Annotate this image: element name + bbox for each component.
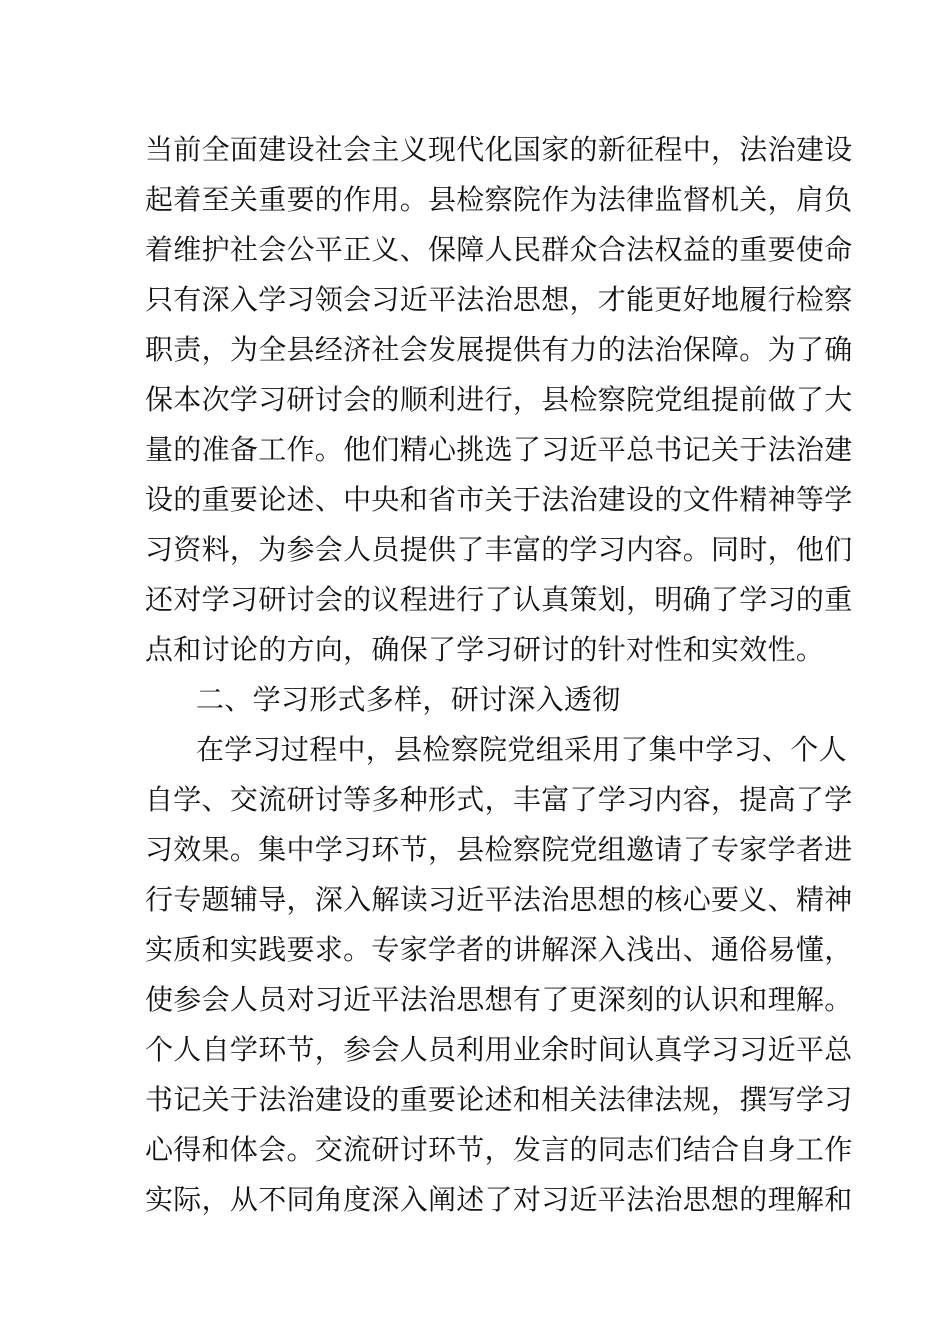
text-line: 当前全面建设社会主义现代化国家的新征程中，法治建设 xyxy=(145,133,853,166)
section-heading: 二、学习形式多样，研讨深入透彻 xyxy=(196,683,621,716)
text-line: 只有深入学习领会习近平法治思想，才能更好地履行检察 xyxy=(145,283,853,316)
text-line: 使参会人员对习近平法治思想有了更深刻的认识和理解。 xyxy=(145,983,853,1016)
text-line: 量的准备工作。他们精心挑选了习近平总书记关于法治建 xyxy=(145,433,853,466)
text-line: 职责，为全县经济社会发展提供有力的法治保障。为了确 xyxy=(145,333,853,366)
text-line: 保本次学习研讨会的顺利进行，县检察院党组提前做了大 xyxy=(145,383,853,416)
text-line: 习效果。集中学习环节，县检察院党组邀请了专家学者进 xyxy=(145,833,853,866)
text-line: 习资料，为参会人员提供了丰富的学习内容。同时，他们 xyxy=(145,533,853,566)
text-line: 起着至关重要的作用。县检察院作为法律监督机关，肩负 xyxy=(145,183,853,216)
text-line: 个人自学环节，参会人员利用业余时间认真学习习近平总 xyxy=(145,1033,853,1066)
text-line: 实际，从不同角度深入阐述了对习近平法治思想的理解和 xyxy=(145,1183,853,1216)
text-line: 心得和体会。交流研讨环节，发言的同志们结合自身工作 xyxy=(145,1133,853,1166)
text-line: 还对学习研讨会的议程进行了认真策划，明确了学习的重 xyxy=(145,583,853,616)
text-line: 在学习过程中，县检察院党组采用了集中学习、个人 xyxy=(196,733,847,766)
text-line: 书记关于法治建设的重要论述和相关法律法规，撰写学习 xyxy=(145,1083,853,1116)
text-line: 点和讨论的方向，确保了学习研讨的针对性和实效性。 xyxy=(145,633,825,666)
text-line: 实质和实践要求。专家学者的讲解深入浅出、通俗易懂， xyxy=(145,933,853,966)
text-line: 设的重要论述、中央和省市关于法治建设的文件精神等学 xyxy=(145,483,853,516)
text-line: 自学、交流研讨等多种形式，丰富了学习内容，提高了学 xyxy=(145,783,853,816)
text-line: 着维护社会公平正义、保障人民群众合法权益的重要使命 xyxy=(145,233,853,266)
text-line: 行专题辅导，深入解读习近平法治思想的核心要义、精神 xyxy=(145,883,853,916)
